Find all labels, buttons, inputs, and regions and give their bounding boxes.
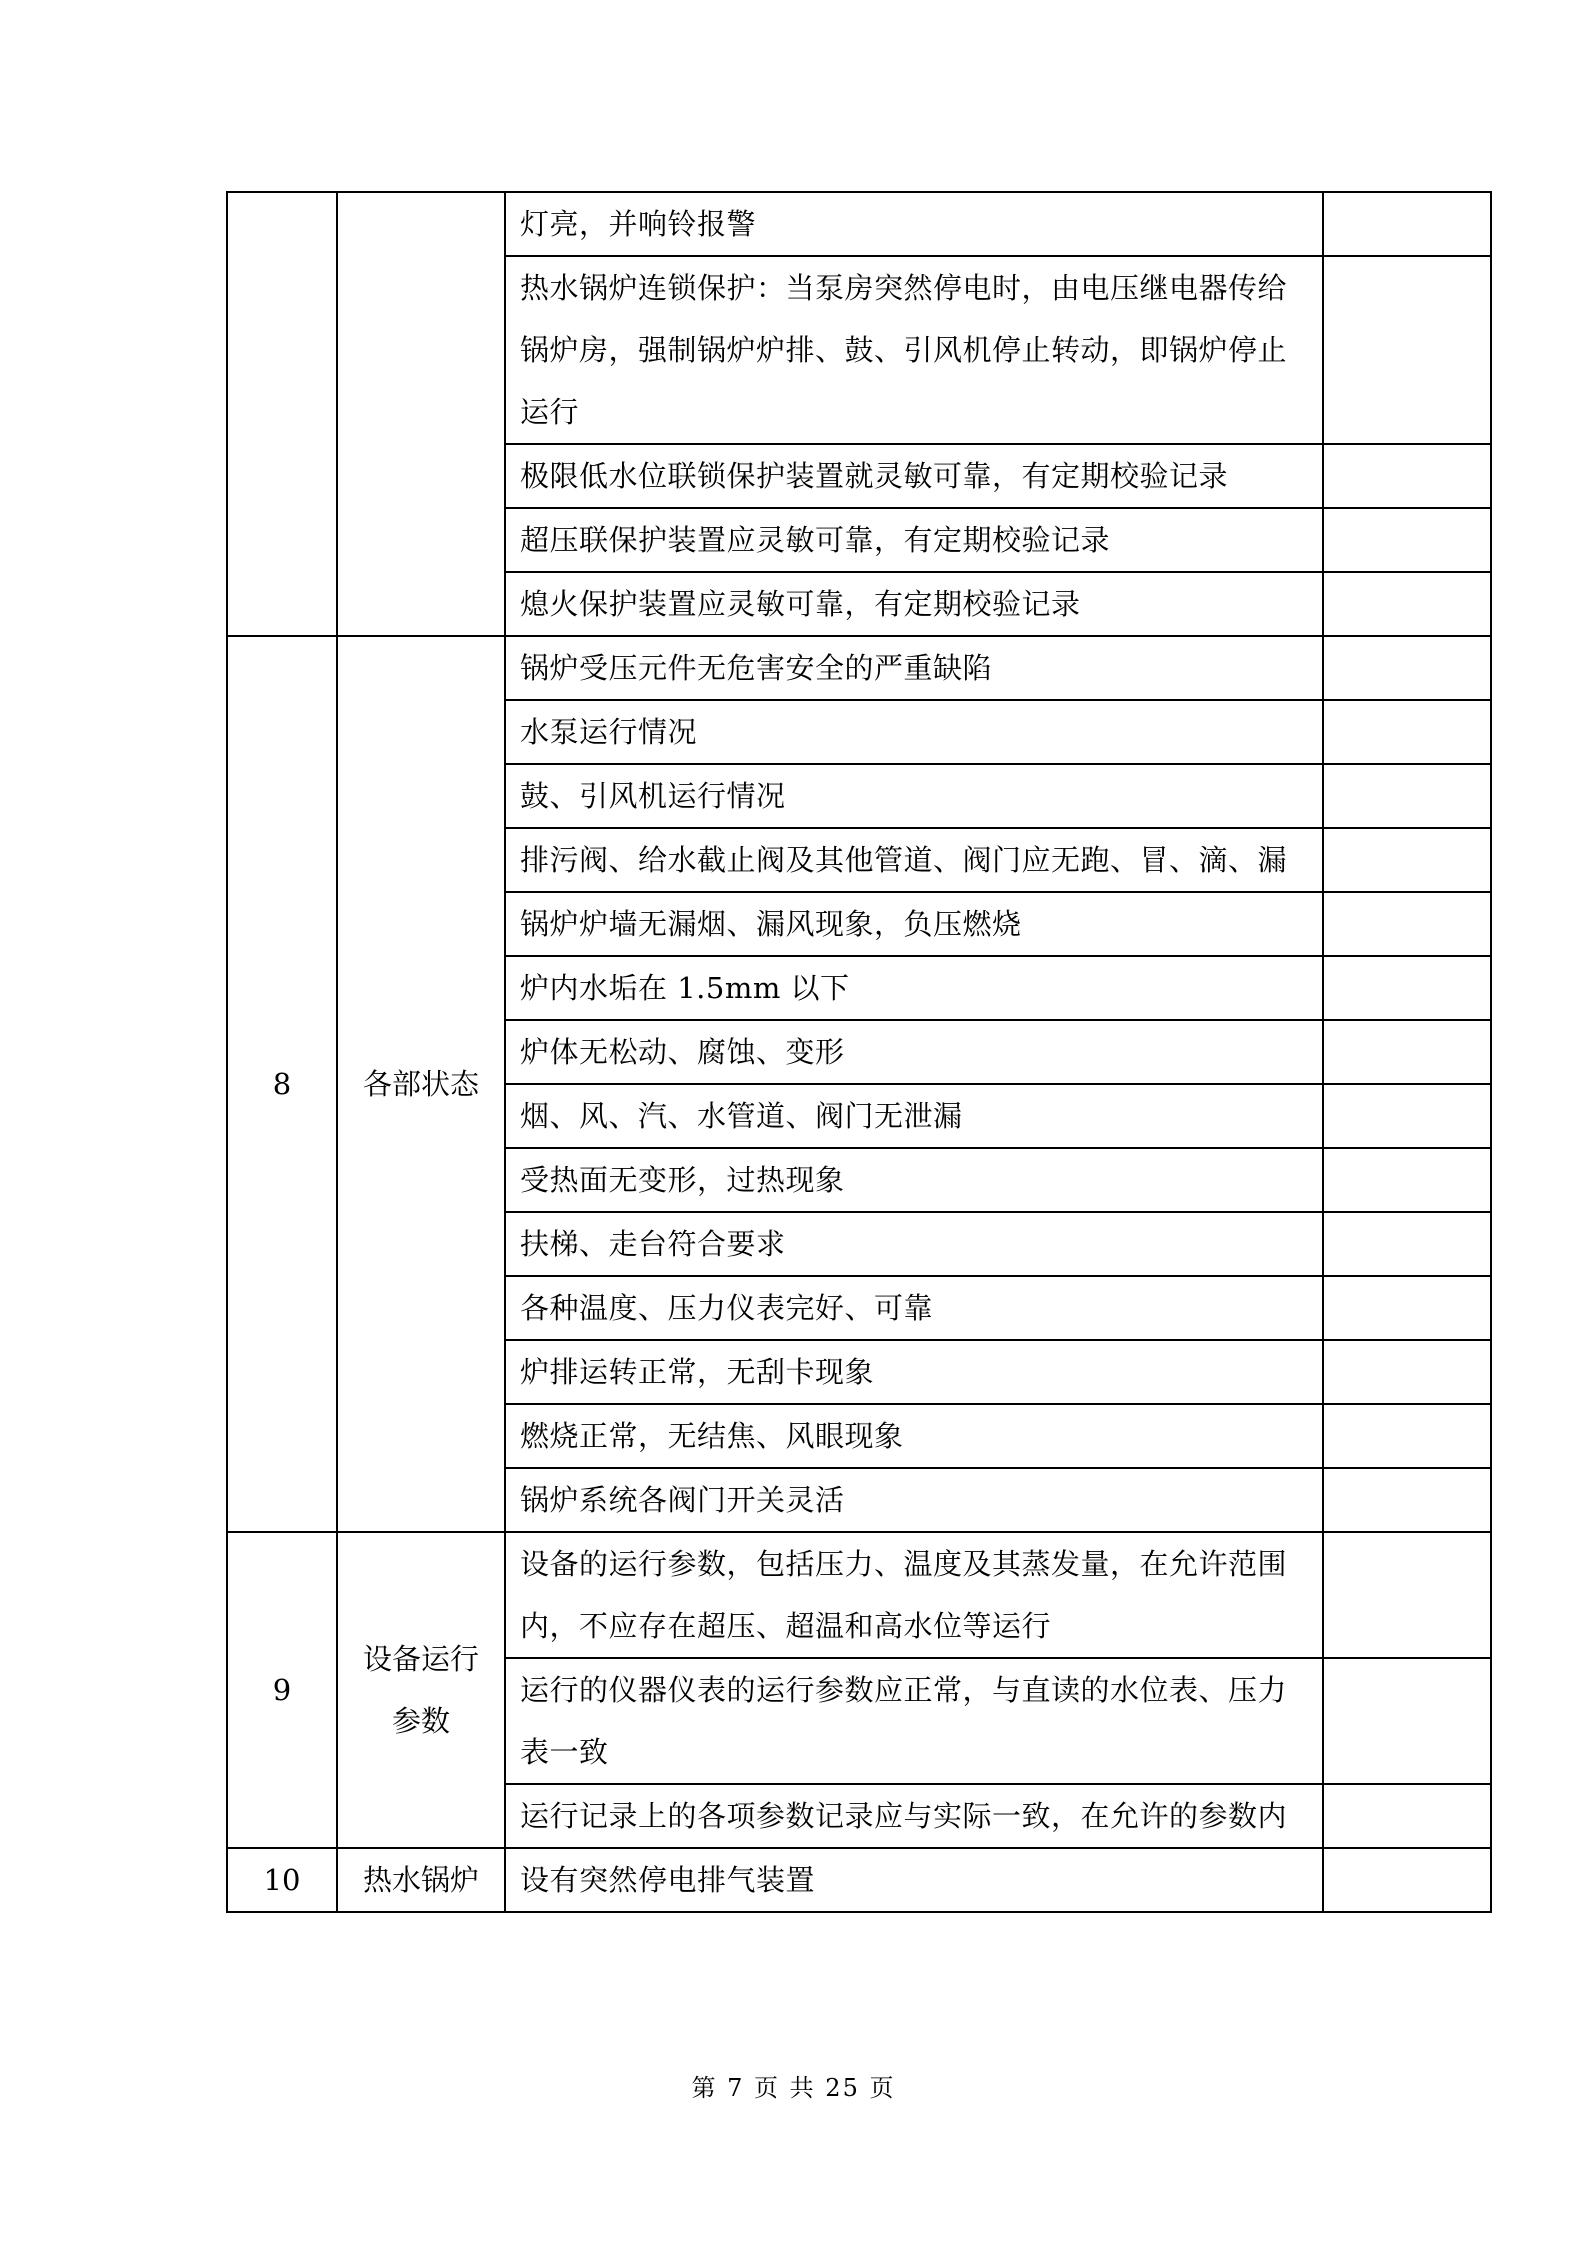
check-result-cell [1323, 192, 1491, 256]
requirement-cell: 燃烧正常，无结焦、风眼现象 [505, 1404, 1323, 1468]
requirement-cell: 各种温度、压力仪表完好、可靠 [505, 1276, 1323, 1340]
requirement-cell: 烟、风、汽、水管道、阀门无泄漏 [505, 1084, 1323, 1148]
section-number: 9 [227, 1532, 337, 1848]
check-result-cell [1323, 1340, 1491, 1404]
check-result-cell [1323, 1276, 1491, 1340]
requirement-cell: 熄火保护装置应灵敏可靠，有定期校验记录 [505, 572, 1323, 636]
check-result-cell [1323, 256, 1491, 444]
requirement-cell: 设有突然停电排气装置 [505, 1848, 1323, 1912]
check-result-cell [1323, 1532, 1491, 1658]
requirement-cell: 锅炉系统各阀门开关灵活 [505, 1468, 1323, 1532]
check-result-cell [1323, 1784, 1491, 1848]
table-row [227, 636, 1491, 700]
table-row [227, 1848, 1491, 1912]
requirement-cell: 炉排运转正常，无刮卡现象 [505, 1340, 1323, 1404]
requirement-cell: 水泵运行情况 [505, 700, 1323, 764]
requirement-cell: 受热面无变形，过热现象 [505, 1148, 1323, 1212]
check-result-cell [1323, 700, 1491, 764]
requirement-cell: 设备的运行参数，包括压力、温度及其蒸发量，在允许范围内，不应存在超压、超温和高水位等运行 [505, 1532, 1323, 1658]
section-category-line: 参数 [391, 1704, 450, 1738]
check-result-cell [1323, 1658, 1491, 1784]
section-category: 热水锅炉 [337, 1848, 505, 1912]
section-category: 各部状态 [337, 636, 505, 1532]
section-number: 10 [227, 1848, 337, 1912]
check-result-cell [1323, 828, 1491, 892]
section-number: 8 [227, 636, 337, 1532]
check-result-cell [1323, 892, 1491, 956]
check-result-cell [1323, 1020, 1491, 1084]
check-result-cell [1323, 956, 1491, 1020]
table-row [227, 192, 1491, 256]
check-result-cell [1323, 1404, 1491, 1468]
requirement-cell: 鼓、引风机运行情况 [505, 764, 1323, 828]
check-result-cell [1323, 636, 1491, 700]
check-result-cell [1323, 1212, 1491, 1276]
check-result-cell [1323, 1848, 1491, 1912]
section-category [337, 1532, 505, 1848]
table-row [227, 1532, 1491, 1658]
check-result-cell [1323, 764, 1491, 828]
check-result-cell [1323, 508, 1491, 572]
check-result-cell [1323, 1084, 1491, 1148]
section-category-line: 设备运行 [362, 1642, 479, 1676]
inspection-checklist-table [226, 191, 1492, 1913]
check-result-cell [1323, 1148, 1491, 1212]
requirement-cell: 超压联保护装置应灵敏可靠，有定期校验记录 [505, 508, 1323, 572]
check-result-cell [1323, 444, 1491, 508]
requirement-cell: 炉体无松动、腐蚀、变形 [505, 1020, 1323, 1084]
requirement-cell: 运行的仪器仪表的运行参数应正常，与直读的水位表、压力表一致 [505, 1658, 1323, 1784]
requirement-cell: 运行记录上的各项参数记录应与实际一致，在允许的参数内 [505, 1784, 1323, 1848]
requirement-cell: 热水锅炉连锁保护：当泵房突然停电时，由电压继电器传给锅炉房，强制锅炉炉排、鼓、引风机停止转动，即锅炉停止运行 [505, 256, 1323, 444]
requirement-cell: 扶梯、走台符合要求 [505, 1212, 1323, 1276]
requirement-cell: 极限低水位联锁保护装置就灵敏可靠，有定期校验记录 [505, 444, 1323, 508]
page-number-footer: 第 7 页 共 25 页 [691, 2074, 896, 2102]
check-result-cell [1323, 1468, 1491, 1532]
requirement-cell: 炉内水垢在 1.5mm 以下 [505, 956, 1323, 1020]
requirement-cell: 锅炉炉墙无漏烟、漏风现象，负压燃烧 [505, 892, 1323, 956]
number-cell-empty [227, 192, 337, 636]
check-result-cell [1323, 572, 1491, 636]
requirement-cell: 灯亮，并响铃报警 [505, 192, 1323, 256]
category-cell-empty [337, 192, 505, 636]
requirement-cell: 锅炉受压元件无危害安全的严重缺陷 [505, 636, 1323, 700]
requirement-cell: 排污阀、给水截止阀及其他管道、阀门应无跑、冒、滴、漏 [505, 828, 1323, 892]
